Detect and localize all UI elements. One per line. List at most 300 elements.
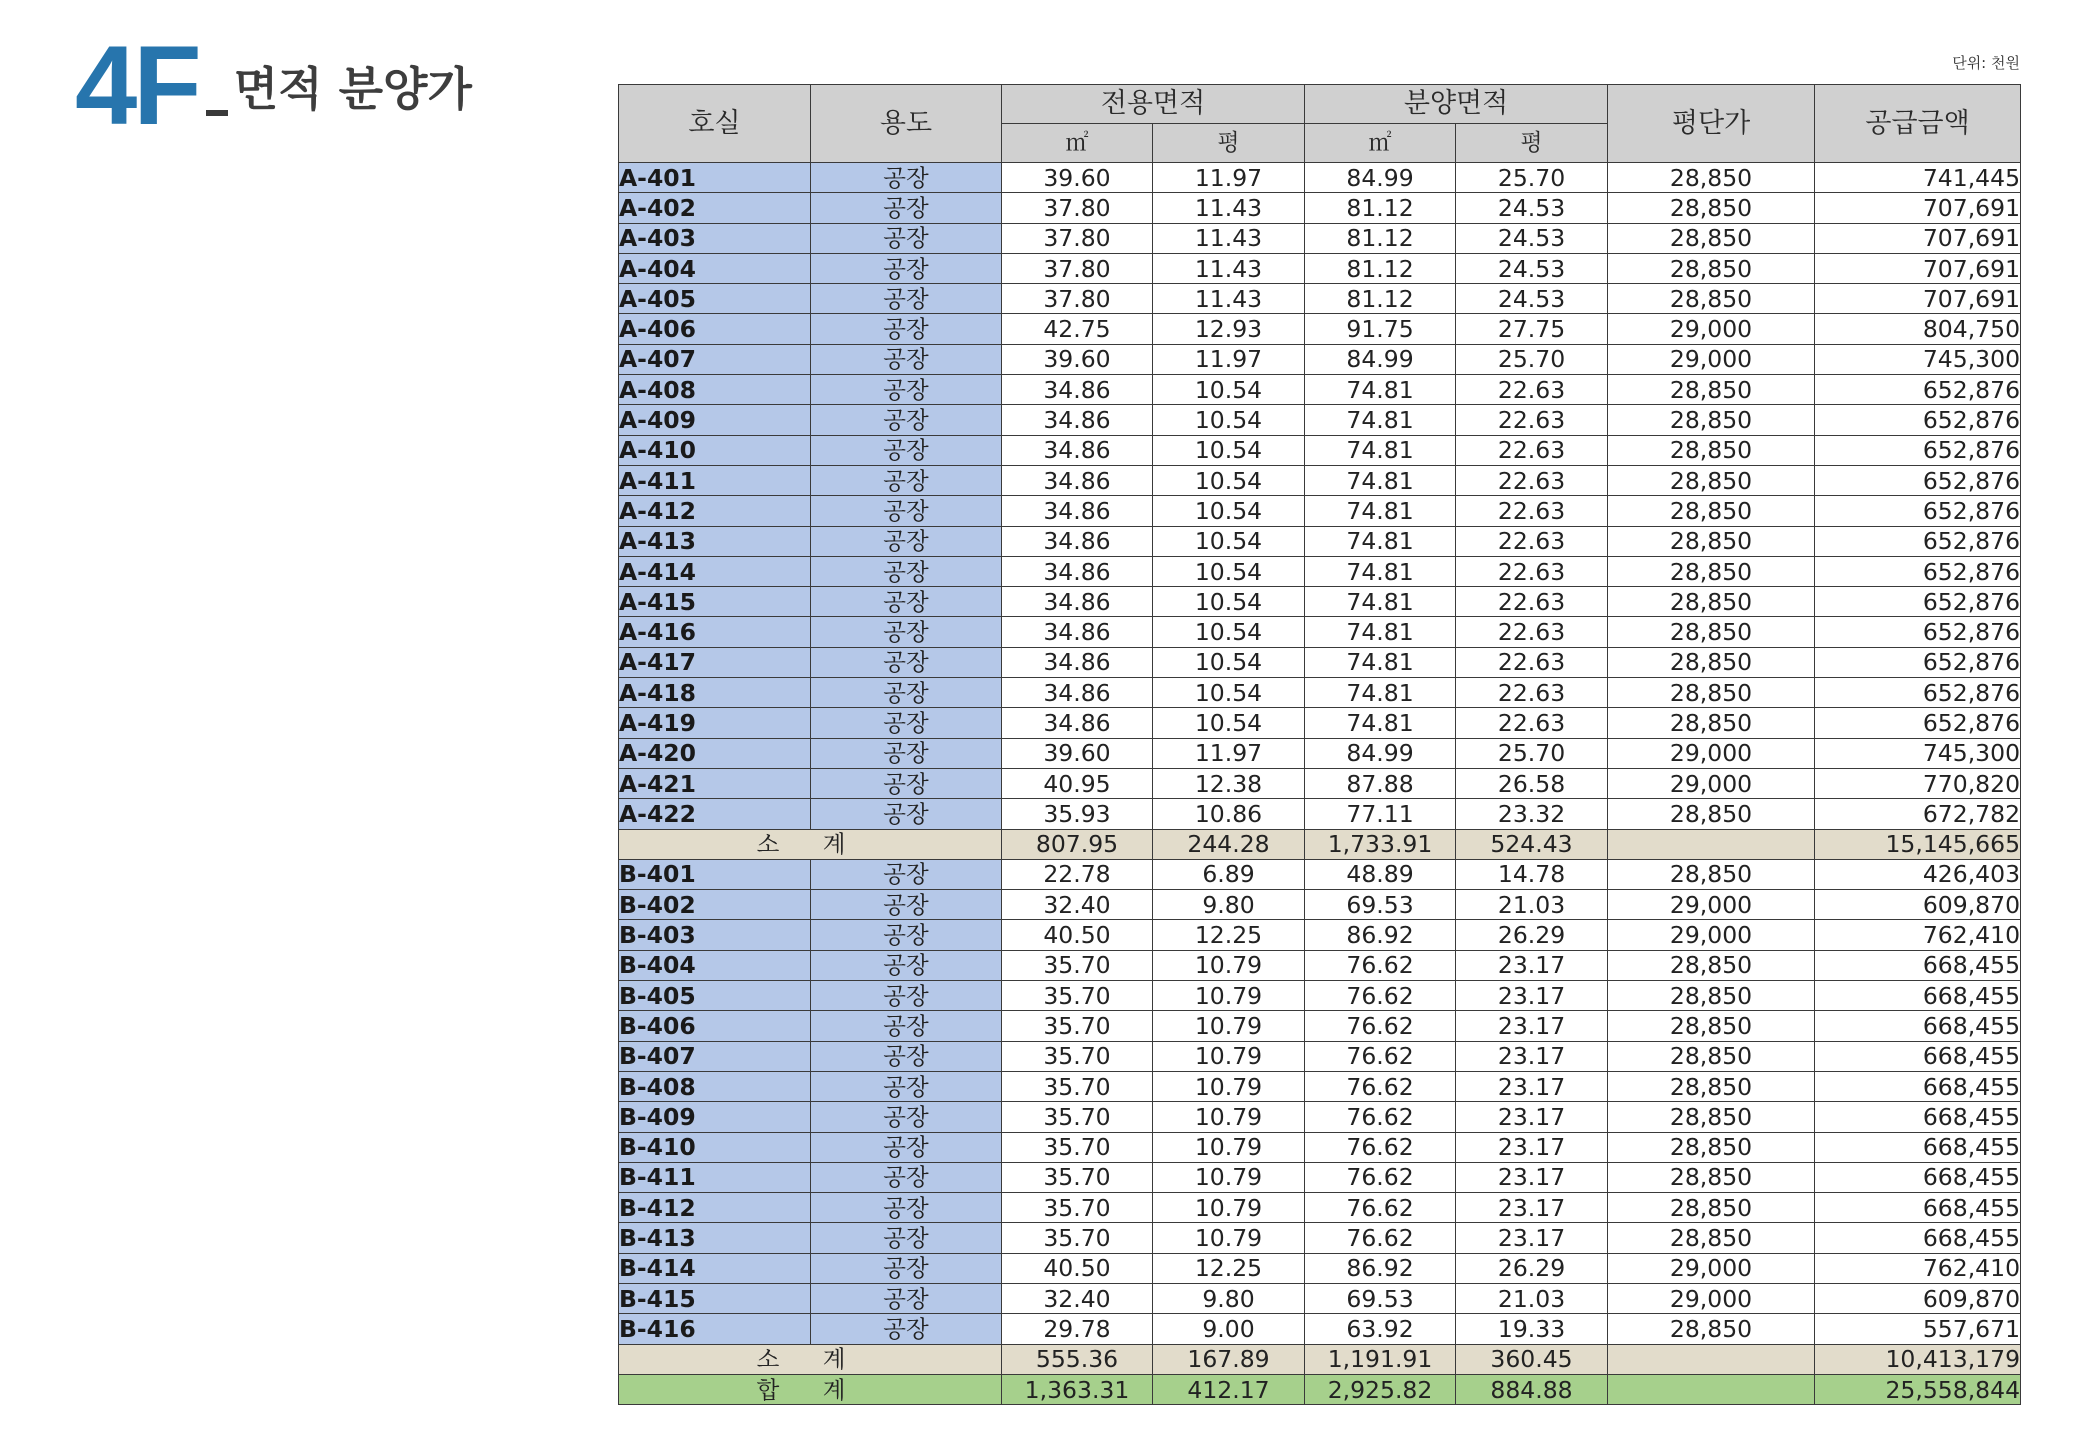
sale-sqm-cell: 48.89 (1305, 859, 1456, 889)
exclusive-sqm-cell: 35.70 (1002, 1041, 1153, 1071)
exclusive-sqm-cell: 35.70 (1002, 1132, 1153, 1162)
exclusive-sqm-cell: 35.70 (1002, 1223, 1153, 1253)
use-cell: 공장 (811, 1011, 1002, 1041)
price-cell: 28,850 (1608, 496, 1815, 526)
exclusive-pyeong-cell: 10.54 (1153, 617, 1305, 647)
unit-cell: A-407 (619, 344, 811, 374)
exclusive-sqm-cell: 34.86 (1002, 375, 1153, 405)
unit-cell: A-410 (619, 435, 811, 465)
amount-cell: 652,876 (1815, 526, 2021, 556)
use-cell: 공장 (811, 1193, 1002, 1223)
sale-sqm-cell: 84.99 (1305, 738, 1456, 768)
use-cell: 공장 (811, 375, 1002, 405)
exclusive-sqm-cell: 37.80 (1002, 284, 1153, 314)
use-cell: 공장 (811, 1102, 1002, 1132)
unit-cell: A-419 (619, 708, 811, 738)
exclusive-pyeong-cell: 10.79 (1153, 1193, 1305, 1223)
amount-cell: 652,876 (1815, 375, 2021, 405)
exclusive-pyeong-cell: 10.54 (1153, 375, 1305, 405)
exclusive-pyeong-cell: 10.54 (1153, 405, 1305, 435)
floor-label: 4F (75, 23, 198, 148)
total-row-sale-pyeong: 884.88 (1456, 1374, 1608, 1404)
use-cell: 공장 (811, 950, 1002, 980)
price-cell: 28,850 (1608, 1011, 1815, 1041)
page-title (75, 23, 472, 148)
exclusive-sqm-cell: 40.50 (1002, 920, 1153, 950)
sale-sqm-cell: 76.62 (1305, 1132, 1456, 1162)
amount-cell: 707,691 (1815, 193, 2021, 223)
subtotal-row-exclusive-sqm: 807.95 (1002, 829, 1153, 859)
sale-pyeong-cell: 27.75 (1456, 314, 1608, 344)
header-sale-pyeong: 평 (1456, 124, 1608, 163)
title-text: 면적 분양가 (233, 62, 472, 116)
price-cell: 28,850 (1608, 799, 1815, 829)
exclusive-sqm-cell: 34.86 (1002, 465, 1153, 495)
amount-cell: 652,876 (1815, 435, 2021, 465)
exclusive-sqm-cell: 40.95 (1002, 768, 1153, 798)
price-cell: 29,000 (1608, 344, 1815, 374)
unit-cell: A-404 (619, 253, 811, 283)
amount-cell: 707,691 (1815, 284, 2021, 314)
table-row (619, 678, 2021, 708)
exclusive-pyeong-cell: 10.54 (1153, 526, 1305, 556)
use-cell: 공장 (811, 617, 1002, 647)
price-cell: 28,850 (1608, 1193, 1815, 1223)
unit-cell: B-409 (619, 1102, 811, 1132)
amount-cell: 668,455 (1815, 950, 2021, 980)
table-row (619, 890, 2021, 920)
subtotal-row (619, 1344, 2021, 1374)
sale-sqm-cell: 91.75 (1305, 314, 1456, 344)
table-row (619, 405, 2021, 435)
price-cell: 28,850 (1608, 587, 1815, 617)
sale-sqm-cell: 69.53 (1305, 1283, 1456, 1313)
use-cell: 공장 (811, 920, 1002, 950)
exclusive-pyeong-cell: 10.54 (1153, 708, 1305, 738)
amount-cell: 762,410 (1815, 1253, 2021, 1283)
subtotal-row-price (1608, 829, 1815, 859)
sale-sqm-cell: 74.81 (1305, 647, 1456, 677)
price-cell: 28,850 (1608, 223, 1815, 253)
use-cell: 공장 (811, 1132, 1002, 1162)
sale-pyeong-cell: 24.53 (1456, 284, 1608, 314)
table-row (619, 647, 2021, 677)
exclusive-sqm-cell: 35.70 (1002, 1102, 1153, 1132)
unit-cell: A-403 (619, 223, 811, 253)
amount-cell: 652,876 (1815, 678, 2021, 708)
price-cell: 28,850 (1608, 1071, 1815, 1101)
sale-pyeong-cell: 23.17 (1456, 950, 1608, 980)
use-cell: 공장 (811, 708, 1002, 738)
sale-sqm-cell: 81.12 (1305, 193, 1456, 223)
sale-pyeong-cell: 23.17 (1456, 981, 1608, 1011)
sale-pyeong-cell: 23.17 (1456, 1011, 1608, 1041)
amount-cell: 741,445 (1815, 163, 2021, 193)
amount-cell: 609,870 (1815, 1283, 2021, 1313)
use-cell: 공장 (811, 1071, 1002, 1101)
amount-cell: 668,455 (1815, 1102, 2021, 1132)
exclusive-sqm-cell: 35.70 (1002, 950, 1153, 980)
use-cell: 공장 (811, 163, 1002, 193)
price-cell: 28,850 (1608, 435, 1815, 465)
sale-pyeong-cell: 26.58 (1456, 768, 1608, 798)
table-row (619, 1102, 2021, 1132)
table-row (619, 1283, 2021, 1313)
table-row (619, 1314, 2021, 1344)
header-supply-amount: 공급금액 (1815, 85, 2021, 163)
sale-pyeong-cell: 19.33 (1456, 1314, 1608, 1344)
exclusive-pyeong-cell: 10.79 (1153, 1223, 1305, 1253)
price-cell: 28,850 (1608, 708, 1815, 738)
price-cell: 29,000 (1608, 314, 1815, 344)
subtotal-row-price (1608, 1344, 1815, 1374)
exclusive-pyeong-cell: 10.79 (1153, 1132, 1305, 1162)
exclusive-pyeong-cell: 10.54 (1153, 496, 1305, 526)
exclusive-sqm-cell: 32.40 (1002, 1283, 1153, 1313)
amount-cell: 652,876 (1815, 405, 2021, 435)
unit-cell: B-408 (619, 1071, 811, 1101)
table-row (619, 435, 2021, 465)
exclusive-sqm-cell: 42.75 (1002, 314, 1153, 344)
total-row-exclusive-sqm: 1,363.31 (1002, 1374, 1153, 1404)
price-cell: 28,850 (1608, 163, 1815, 193)
amount-cell: 652,876 (1815, 617, 2021, 647)
price-cell: 29,000 (1608, 1253, 1815, 1283)
price-cell: 28,850 (1608, 859, 1815, 889)
amount-cell: 770,820 (1815, 768, 2021, 798)
table-row (619, 253, 2021, 283)
use-cell: 공장 (811, 678, 1002, 708)
sale-pyeong-cell: 23.17 (1456, 1162, 1608, 1192)
sale-pyeong-cell: 22.63 (1456, 375, 1608, 405)
table-row (619, 1041, 2021, 1071)
sale-sqm-cell: 74.81 (1305, 617, 1456, 647)
price-table (618, 84, 2021, 1405)
unit-cell: B-415 (619, 1283, 811, 1313)
sale-sqm-cell: 76.62 (1305, 981, 1456, 1011)
unit-cell: B-404 (619, 950, 811, 980)
exclusive-pyeong-cell: 10.54 (1153, 678, 1305, 708)
table-row (619, 496, 2021, 526)
sale-sqm-cell: 84.99 (1305, 344, 1456, 374)
sale-sqm-cell: 74.81 (1305, 678, 1456, 708)
amount-cell: 672,782 (1815, 799, 2021, 829)
sale-pyeong-cell: 22.63 (1456, 556, 1608, 586)
price-cell: 28,850 (1608, 284, 1815, 314)
table-row (619, 799, 2021, 829)
table-row (619, 738, 2021, 768)
sale-pyeong-cell: 22.63 (1456, 435, 1608, 465)
sale-pyeong-cell: 25.70 (1456, 344, 1608, 374)
exclusive-pyeong-cell: 10.79 (1153, 1041, 1305, 1071)
sale-pyeong-cell: 23.17 (1456, 1132, 1608, 1162)
table-row (619, 1011, 2021, 1041)
sale-sqm-cell: 84.99 (1305, 163, 1456, 193)
price-cell: 28,850 (1608, 981, 1815, 1011)
subtotal-row-exclusive-sqm: 555.36 (1002, 1344, 1153, 1374)
sale-sqm-cell: 74.81 (1305, 435, 1456, 465)
table-row (619, 344, 2021, 374)
header-sale-area: 분양면적 (1305, 85, 1608, 124)
sale-pyeong-cell: 26.29 (1456, 920, 1608, 950)
amount-cell: 668,455 (1815, 1011, 2021, 1041)
subtotal-row-amount: 15,145,665 (1815, 829, 2021, 859)
table-row (619, 920, 2021, 950)
unit-cell: B-401 (619, 859, 811, 889)
sale-sqm-cell: 74.81 (1305, 708, 1456, 738)
header-exclusive-pyeong: 평 (1153, 124, 1305, 163)
sale-sqm-cell: 74.81 (1305, 465, 1456, 495)
unit-cell: A-422 (619, 799, 811, 829)
amount-cell: 745,300 (1815, 738, 2021, 768)
table-row (619, 193, 2021, 223)
sale-sqm-cell: 76.62 (1305, 1193, 1456, 1223)
unit-cell: A-414 (619, 556, 811, 586)
sale-sqm-cell: 74.81 (1305, 375, 1456, 405)
sale-sqm-cell: 81.12 (1305, 223, 1456, 253)
unit-cell: A-416 (619, 617, 811, 647)
exclusive-sqm-cell: 34.86 (1002, 405, 1153, 435)
table-row (619, 768, 2021, 798)
exclusive-pyeong-cell: 10.54 (1153, 465, 1305, 495)
unit-cell: A-402 (619, 193, 811, 223)
price-cell: 28,850 (1608, 647, 1815, 677)
amount-cell: 804,750 (1815, 314, 2021, 344)
exclusive-pyeong-cell: 10.79 (1153, 1102, 1305, 1132)
table-row (619, 859, 2021, 889)
price-cell: 28,850 (1608, 253, 1815, 283)
sale-pyeong-cell: 22.63 (1456, 647, 1608, 677)
amount-cell: 668,455 (1815, 981, 2021, 1011)
sale-sqm-cell: 77.11 (1305, 799, 1456, 829)
header-unit: 호실 (619, 85, 811, 163)
price-cell: 28,850 (1608, 526, 1815, 556)
price-cell: 28,850 (1608, 556, 1815, 586)
sale-sqm-cell: 76.62 (1305, 1071, 1456, 1101)
amount-cell: 707,691 (1815, 253, 2021, 283)
total-row (619, 1374, 2021, 1404)
unit-cell: A-405 (619, 284, 811, 314)
table-row (619, 1162, 2021, 1192)
exclusive-sqm-cell: 35.93 (1002, 799, 1153, 829)
exclusive-sqm-cell: 29.78 (1002, 1314, 1153, 1344)
price-cell: 28,850 (1608, 617, 1815, 647)
unit-cell: B-414 (619, 1253, 811, 1283)
sale-pyeong-cell: 24.53 (1456, 253, 1608, 283)
amount-cell: 762,410 (1815, 920, 2021, 950)
exclusive-sqm-cell: 35.70 (1002, 1193, 1153, 1223)
price-cell: 28,850 (1608, 950, 1815, 980)
exclusive-sqm-cell: 34.86 (1002, 708, 1153, 738)
unit-cell: A-420 (619, 738, 811, 768)
unit-cell: B-410 (619, 1132, 811, 1162)
exclusive-pyeong-cell: 11.97 (1153, 738, 1305, 768)
exclusive-sqm-cell: 37.80 (1002, 223, 1153, 253)
unit-cell: A-417 (619, 647, 811, 677)
total-row-price (1608, 1374, 1815, 1404)
unit-cell: A-406 (619, 314, 811, 344)
price-cell: 28,850 (1608, 678, 1815, 708)
use-cell: 공장 (811, 1223, 1002, 1253)
sale-sqm-cell: 76.62 (1305, 1102, 1456, 1132)
exclusive-pyeong-cell: 11.97 (1153, 344, 1305, 374)
amount-cell: 426,403 (1815, 859, 2021, 889)
amount-cell: 668,455 (1815, 1132, 2021, 1162)
exclusive-sqm-cell: 34.86 (1002, 496, 1153, 526)
use-cell: 공장 (811, 768, 1002, 798)
amount-cell: 652,876 (1815, 556, 2021, 586)
subtotal-row-sale-sqm: 1,191.91 (1305, 1344, 1456, 1374)
table-row (619, 556, 2021, 586)
sale-sqm-cell: 74.81 (1305, 556, 1456, 586)
sale-sqm-cell: 76.62 (1305, 1041, 1456, 1071)
amount-cell: 609,870 (1815, 890, 2021, 920)
exclusive-sqm-cell: 34.86 (1002, 647, 1153, 677)
unit-note: 단위: 천원 (1952, 54, 2020, 72)
sale-sqm-cell: 69.53 (1305, 890, 1456, 920)
unit-cell: B-407 (619, 1041, 811, 1071)
amount-cell: 652,876 (1815, 496, 2021, 526)
exclusive-sqm-cell: 37.80 (1002, 193, 1153, 223)
price-cell: 29,000 (1608, 768, 1815, 798)
exclusive-pyeong-cell: 9.00 (1153, 1314, 1305, 1344)
sale-pyeong-cell: 25.70 (1456, 163, 1608, 193)
sale-pyeong-cell: 22.63 (1456, 587, 1608, 617)
use-cell: 공장 (811, 193, 1002, 223)
table-row (619, 163, 2021, 193)
unit-cell: A-401 (619, 163, 811, 193)
sale-sqm-cell: 74.81 (1305, 526, 1456, 556)
exclusive-pyeong-cell: 11.43 (1153, 223, 1305, 253)
use-cell: 공장 (811, 314, 1002, 344)
sale-pyeong-cell: 22.63 (1456, 526, 1608, 556)
amount-cell: 557,671 (1815, 1314, 2021, 1344)
use-cell: 공장 (811, 859, 1002, 889)
sale-pyeong-cell: 22.63 (1456, 496, 1608, 526)
unit-cell: A-418 (619, 678, 811, 708)
sale-pyeong-cell: 25.70 (1456, 738, 1608, 768)
sale-sqm-cell: 86.92 (1305, 920, 1456, 950)
total-row-exclusive-pyeong: 412.17 (1153, 1374, 1305, 1404)
sale-pyeong-cell: 24.53 (1456, 223, 1608, 253)
exclusive-sqm-cell: 34.86 (1002, 435, 1153, 465)
price-cell: 28,850 (1608, 375, 1815, 405)
exclusive-sqm-cell: 35.70 (1002, 1162, 1153, 1192)
use-cell: 공장 (811, 223, 1002, 253)
exclusive-sqm-cell: 35.70 (1002, 1071, 1153, 1101)
unit-cell: B-411 (619, 1162, 811, 1192)
sale-sqm-cell: 74.81 (1305, 587, 1456, 617)
exclusive-pyeong-cell: 10.54 (1153, 647, 1305, 677)
use-cell: 공장 (811, 587, 1002, 617)
exclusive-pyeong-cell: 10.86 (1153, 799, 1305, 829)
header-price-per-pyeong: 평단가 (1608, 85, 1815, 163)
subtotal-row (619, 829, 2021, 859)
exclusive-pyeong-cell: 12.25 (1153, 920, 1305, 950)
unit-cell: A-421 (619, 768, 811, 798)
use-cell: 공장 (811, 647, 1002, 677)
exclusive-sqm-cell: 35.70 (1002, 981, 1153, 1011)
use-cell: 공장 (811, 556, 1002, 586)
subtotal-row-exclusive-pyeong: 167.89 (1153, 1344, 1305, 1374)
sale-sqm-cell: 74.81 (1305, 496, 1456, 526)
price-cell: 28,850 (1608, 1314, 1815, 1344)
sale-sqm-cell: 81.12 (1305, 253, 1456, 283)
sale-pyeong-cell: 22.63 (1456, 465, 1608, 495)
table-row (619, 1223, 2021, 1253)
header-sale-sqm: ㎡ (1305, 124, 1456, 163)
sale-pyeong-cell: 23.17 (1456, 1223, 1608, 1253)
sale-sqm-cell: 74.81 (1305, 405, 1456, 435)
amount-cell: 745,300 (1815, 344, 2021, 374)
table-body (619, 163, 2021, 1405)
price-cell: 28,850 (1608, 1041, 1815, 1071)
sale-sqm-cell: 76.62 (1305, 1162, 1456, 1192)
amount-cell: 668,455 (1815, 1071, 2021, 1101)
exclusive-sqm-cell: 39.60 (1002, 163, 1153, 193)
exclusive-sqm-cell: 34.86 (1002, 526, 1153, 556)
sale-sqm-cell: 63.92 (1305, 1314, 1456, 1344)
sale-sqm-cell: 76.62 (1305, 1011, 1456, 1041)
exclusive-pyeong-cell: 10.79 (1153, 981, 1305, 1011)
unit-cell: B-406 (619, 1011, 811, 1041)
exclusive-pyeong-cell: 12.25 (1153, 1253, 1305, 1283)
use-cell: 공장 (811, 890, 1002, 920)
amount-cell: 652,876 (1815, 587, 2021, 617)
use-cell: 공장 (811, 1314, 1002, 1344)
unit-cell: A-415 (619, 587, 811, 617)
price-cell: 28,850 (1608, 1162, 1815, 1192)
exclusive-pyeong-cell: 11.43 (1153, 284, 1305, 314)
price-cell: 29,000 (1608, 890, 1815, 920)
exclusive-pyeong-cell: 10.79 (1153, 1011, 1305, 1041)
unit-cell: A-408 (619, 375, 811, 405)
unit-cell: A-413 (619, 526, 811, 556)
total-row-label: 합 계 (619, 1374, 1002, 1404)
sale-pyeong-cell: 14.78 (1456, 859, 1608, 889)
price-cell: 28,850 (1608, 1223, 1815, 1253)
price-cell: 28,850 (1608, 465, 1815, 495)
price-cell: 28,850 (1608, 1132, 1815, 1162)
table-row (619, 1253, 2021, 1283)
title-separator (206, 110, 228, 116)
subtotal-row-sale-sqm: 1,733.91 (1305, 829, 1456, 859)
use-cell: 공장 (811, 435, 1002, 465)
table-row (619, 223, 2021, 253)
header-use: 용도 (811, 85, 1002, 163)
table-row (619, 1193, 2021, 1223)
exclusive-pyeong-cell: 10.79 (1153, 1162, 1305, 1192)
sale-pyeong-cell: 22.63 (1456, 617, 1608, 647)
use-cell: 공장 (811, 1283, 1002, 1313)
sale-pyeong-cell: 24.53 (1456, 193, 1608, 223)
exclusive-sqm-cell: 34.86 (1002, 617, 1153, 647)
exclusive-sqm-cell: 40.50 (1002, 1253, 1153, 1283)
exclusive-pyeong-cell: 12.38 (1153, 768, 1305, 798)
amount-cell: 652,876 (1815, 708, 2021, 738)
table-row (619, 981, 2021, 1011)
header-exclusive-sqm: ㎡ (1002, 124, 1153, 163)
unit-cell: B-412 (619, 1193, 811, 1223)
unit-cell: B-413 (619, 1223, 811, 1253)
price-cell: 28,850 (1608, 405, 1815, 435)
exclusive-sqm-cell: 39.60 (1002, 344, 1153, 374)
unit-cell: B-403 (619, 920, 811, 950)
sale-pyeong-cell: 21.03 (1456, 1283, 1608, 1313)
amount-cell: 668,455 (1815, 1162, 2021, 1192)
amount-cell: 652,876 (1815, 465, 2021, 495)
amount-cell: 668,455 (1815, 1223, 2021, 1253)
